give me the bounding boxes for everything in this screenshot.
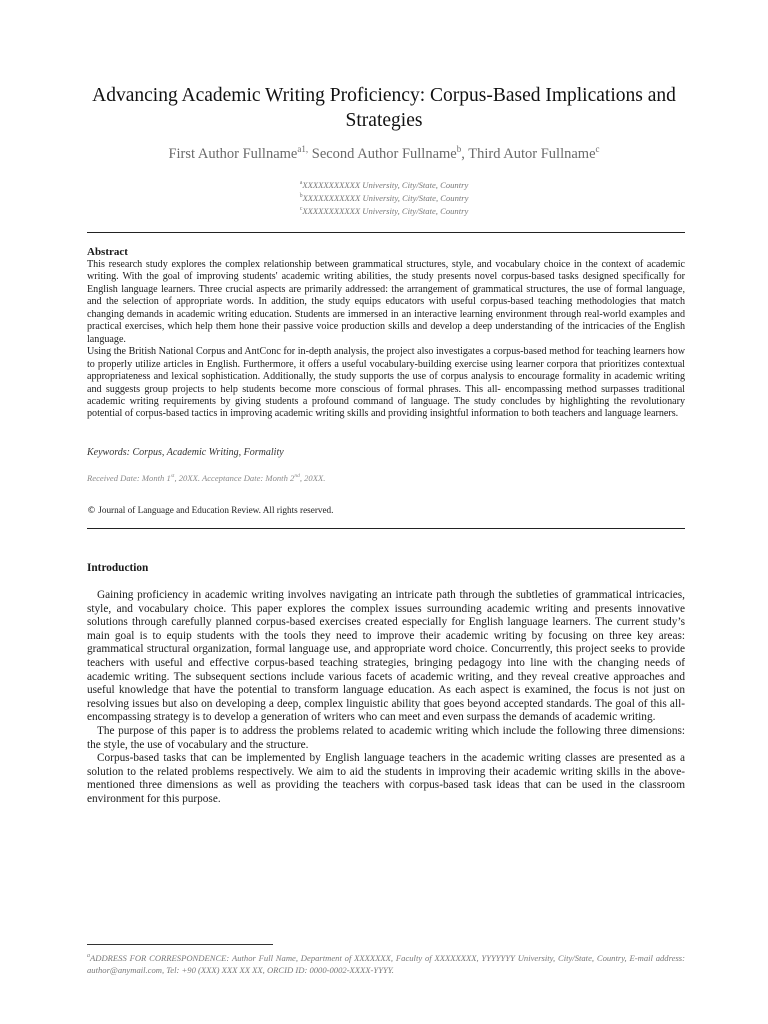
author-superscript: b: [456, 144, 462, 154]
correspondence-footnote: [87, 950, 685, 976]
affiliation-list: [60, 178, 708, 217]
introduction-body: [87, 589, 685, 807]
affiliation-text: XXXXXXXXXXX University, City/State, Country: [302, 192, 469, 203]
author-name: Third Autor Fullname: [468, 145, 596, 162]
introduction-paragraph: Corpus-based tasks that can be implemented by English language teachers in the academic writing classes are presented as a solution to the related problems respectively. We aim to aid the students in improving their academic writing skills in the above-mentioned three dimensions as well as providing the teachers with corpus-based task ideas that can be used in the classroom environment for this purpose.: [87, 752, 685, 805]
author-superscript: a1,: [297, 144, 309, 154]
footnote-divider: [87, 944, 273, 945]
copyright-text: Journal of Language and Education Review. All rights reserved.: [96, 505, 334, 515]
accepted-date-superscript: nd: [294, 473, 300, 480]
affiliation-superscript: c: [299, 205, 303, 212]
footnote-text: ADDRESS FOR CORRESPONDENCE: Author Full Name, Department of XXXXXXX, Faculty of XXXXXXXX, YYYYYYY University, City/State, Country, E-mail address: author@anymail.com, Tel: +90 (XXX) XXX XX XX, ORCID ID: 0000-0002-XXXX-YYYY.: [87, 952, 685, 975]
author-superscript: c: [595, 144, 600, 154]
affiliation-text: XXXXXXXXXXX University, City/State, Country: [302, 179, 469, 190]
abstract-top-divider: [87, 232, 685, 233]
affiliation-text: XXXXXXXXXXX University, City/State, Country: [302, 205, 469, 216]
abstract-heading: Abstract: [87, 246, 128, 258]
affiliation: [60, 191, 708, 204]
copyright-notice: [87, 505, 333, 516]
copyright-icon: ©: [87, 506, 96, 516]
received-date-superscript: st: [170, 473, 175, 480]
author-list: First Author Fullname$^{a1,}$ Second Author Fullname$^b$, Third Autor Fullname$^c$: [168, 144, 600, 162]
abstract-body: [87, 259, 685, 421]
received-date-prefix: Received Date: Month 1: [87, 473, 171, 483]
abstract-paragraph: This research study explores the complex relationship between grammatical structures, style, and vocabulary choice in the context of academic writing. With the goal of improving students' academic writing abilities, the study presents novel corpus-based tasks designed specifically for English language learners. Three crucial aspects are primarily addressed: the arrangement of grammatical structures, the use of formal language, and the selection of appropriate words. In addition, the study equips educators with useful corpus-based teaching methodologies that match changing demands in academic writing education. Students are immersed in an interactive learning environment through real-world examples and practical exercises, which help them hone their passive voice production skills and develop a deep understanding of the intricacies of the English language.: [87, 259, 685, 345]
abstract-paragraph: Using the British National Corpus and AntConc for in-depth analysis, the project also investigates a corpus-based method for teaching learners how to properly utilize articles in English. Furthermore, it offers a useful vocabulary-building exercise using learner corpora that prioritizes contextual appropriateness and lexical sophistication. Additionally, the study supports the use of corpus analysis to encourage formality in academic writing and suggests group projects to help students become more conscious of formal phrases. This all- encompassing method surpasses traditional academic writing requirements by giving students a profound command of language. The study concludes by highlighting the revolutionary potential of corpus-based tactics in improving academic writing skills and providing insightful information to both teachers and language learners.: [87, 346, 685, 420]
introduction-heading: Introduction: [87, 562, 149, 574]
affiliation: [60, 204, 708, 217]
introduction-paragraph: Gaining proficiency in academic writing involves navigating an intricate path through the subtleties of grammatical intricacies, style, and vocabulary choice. This paper explores the complex issues surrounding academic writing and presents innovative solutions through carefully planned corpus-based exercises created especially for English language learners. The current study’s main goal is to equip students with the tools they need to improve their academic writing by focusing on three key areas: grammatical structural organization, formal language use, and appropriate word choice. Concurrently, this project seeks to provide teachers with useful and effective corpus-based teaching strategies, bringing pedagogy into line with the changing needs of academic writing. The subsequent sections include various facets of academic writing, and they reveal creative approaches and useful knowledge that have the potential to transform language education. As each aspect is examined, the focus is not just on resolving issues but also on developing a deep, complex linguistic ability that goes beyond accepted standards. The goal of this all-encompassing strategy is to develop a generation of writers who can meet and even surpass the demands of academic writing.: [87, 589, 685, 724]
keywords: Keywords: Corpus, Academic Writing, Formality: [87, 447, 284, 458]
submission-dates: [87, 473, 325, 483]
abstract-bottom-divider: [87, 528, 685, 529]
author-name: First Author Fullname: [168, 145, 298, 162]
paper-title: Advancing Academic Writing Proficiency: Corpus-Based Implications and Strategies: [92, 85, 676, 131]
footnote-superscript: a: [87, 953, 90, 959]
affiliation: [60, 178, 708, 191]
affiliation-superscript: a: [299, 180, 303, 186]
affiliation-superscript: b: [299, 192, 303, 199]
accepted-date-suffix: , 20XX.: [299, 473, 326, 483]
received-date-suffix: , 20XX. Acceptance Date: Month 2: [174, 473, 295, 483]
introduction-paragraph: The purpose of this paper is to address the problems related to academic writing which include the following three dimensions: the style, the use of vocabulary and the structure.: [87, 724, 685, 751]
author-name: Second Author Fullname: [311, 145, 457, 162]
